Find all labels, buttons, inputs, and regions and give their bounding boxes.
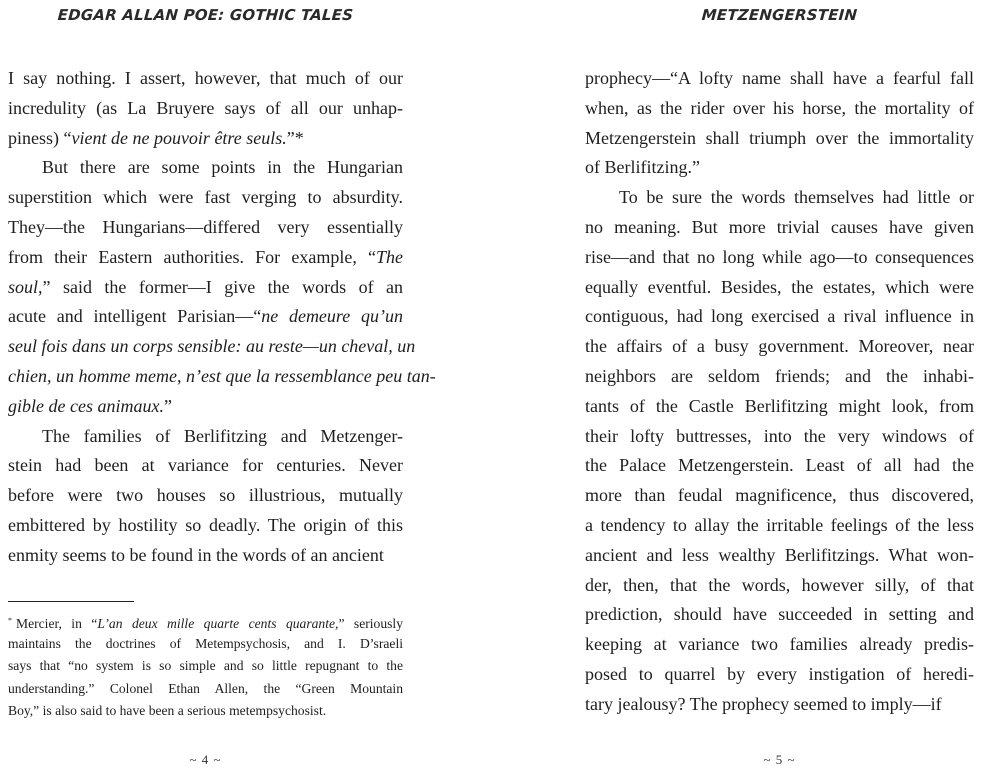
text-line: soul,” said the former—I give the words of an — [8, 276, 403, 297]
footnote-marker: * — [8, 616, 12, 625]
text-line: But there are some points in the Hungarian — [42, 157, 403, 178]
text-line: keeping at variance two families already predis- — [585, 634, 974, 655]
text-line: prediction, should have succeeded in setting and — [585, 604, 974, 625]
text-line: a tendency to allay the irritable feelings of the less — [585, 514, 974, 535]
right-body-text — [585, 64, 974, 720]
text-line: gible de ces animaux.” — [8, 395, 172, 416]
running-head-chapter-title: METZENGERSTEIN — [701, 6, 858, 24]
page-number-left: ~ 4 ~ — [189, 752, 222, 767]
text-line: embittered by hostility so deadly. The origin of this — [8, 514, 403, 535]
text-line: tary jealousy? The prophecy seemed to imply—if — [585, 693, 942, 714]
text-line: neighbors are seldom friends; and the inhabi- — [585, 365, 974, 386]
left-body-text — [8, 64, 436, 571]
text-line: the Palace Metzengerstein. Least of all had the — [585, 455, 974, 476]
right-page — [585, 0, 974, 776]
text-line: of Berlifitzing.” — [585, 157, 700, 178]
text-line: piness) “vient de ne pouvoir être seuls.”* — [8, 127, 304, 148]
text-line: prophecy—“A lofty name shall have a fearful fall — [585, 68, 974, 88]
footnote-line: Boy,” is also said to have been a serious metempsychosist. — [8, 703, 327, 718]
footnote-line: maintains the doctrines of Metempsychosis, and I. D’sraeli — [8, 635, 403, 651]
footnote-line: understanding.” Colonel Ethan Allen, the “Green Mountain — [8, 680, 403, 696]
left-page — [8, 0, 436, 776]
text-line: no meaning. But more trivial causes have given — [585, 216, 974, 237]
text-line: superstition which were fast verging to absurdity. — [8, 187, 403, 208]
text-line: from their Eastern authorities. For example, “The — [8, 246, 403, 267]
page-number-right: ~ 5 ~ — [763, 752, 796, 767]
footnote-rule — [8, 601, 134, 602]
text-line: tants of the Castle Berlifitzing might look, from — [585, 395, 974, 416]
text-line: acute and intelligent Parisian—“ne demeure qu’un — [8, 306, 404, 327]
text-line: contiguous, had long exercised a rival influence in — [585, 306, 974, 327]
text-line: seul fois dans un corps sensible: au reste—un cheval, un — [8, 336, 416, 357]
text-line: To be sure the words themselves had little or — [619, 187, 974, 208]
footnote — [8, 610, 403, 723]
footnote-line: says that “no system is so simple and so little repugnant to the — [8, 658, 403, 673]
text-line: They—the Hungarians—differed very essentially — [8, 216, 403, 237]
text-line: incredulity (as La Bruyere says of all our unhap- — [8, 97, 403, 118]
text-line: before were two houses so illustrious, mutually — [8, 485, 403, 506]
text-line: chien, un homme meme, n’est que la ressemblance peu tan- — [8, 365, 436, 386]
text-line: Metzengerstein shall triumph over the immortality — [585, 127, 974, 148]
text-line: when, as the rider over his horse, the mortality of — [585, 97, 974, 118]
text-line: posed to quarrel by every instigation of heredi- — [585, 663, 974, 684]
text-line: stein had been at variance for centuries. Never — [8, 455, 403, 476]
text-line: rise—and that no long while ago—to consequences — [585, 246, 974, 267]
text-line: more than feudal magnificence, thus discovered, — [585, 485, 974, 506]
text-line: equally eventful. Besides, the estates, which were — [585, 276, 974, 297]
text-line: ancient and less wealthy Berlifitzings. What won- — [585, 544, 974, 565]
text-line: The families of Berlifitzing and Metzenger- — [42, 425, 403, 446]
text-line: enmity seems to be found in the words of an ancient — [8, 544, 384, 565]
footnote-line: * Mercier, in “L’an deux mille quarte cents quarante,” seriously — [8, 616, 403, 631]
text-line: der, then, that the words, however silly, of that — [585, 574, 974, 595]
text-line: their lofty buttresses, into the very windows of — [585, 425, 974, 446]
running-head-book-title: EDGAR ALLAN POE: GOTHIC TALES — [57, 6, 354, 24]
text-line: the affairs of a busy government. Moreover, near — [585, 336, 974, 357]
text-line: I say nothing. I assert, however, that much of our — [8, 68, 403, 88]
